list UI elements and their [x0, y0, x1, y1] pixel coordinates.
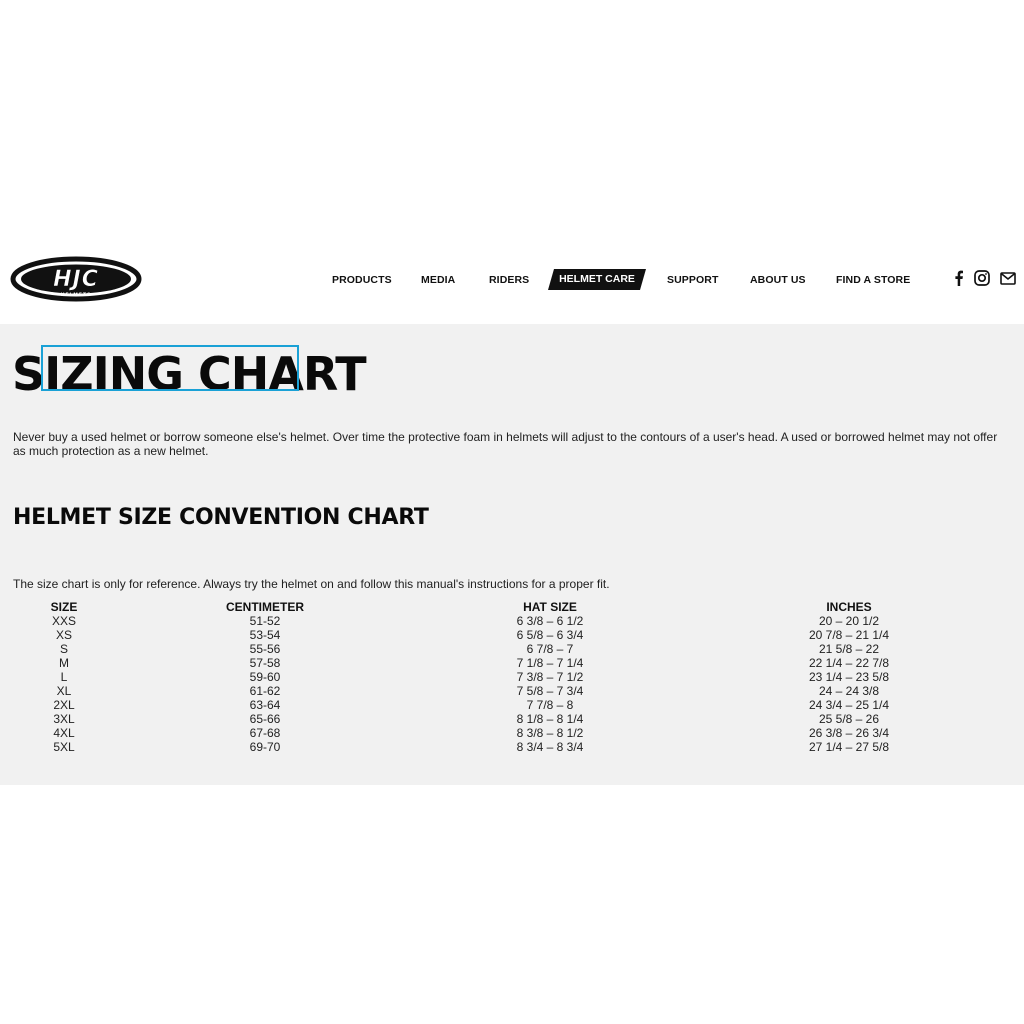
table-cell-inches: 20 – 20 1/2: [818, 614, 880, 628]
header-size: SIZE: [50, 600, 78, 614]
table-cell-hat-size: 6 3/8 – 6 1/2: [516, 614, 584, 628]
header-hat-size: HAT SIZE: [523, 600, 577, 614]
table-cell-size: 4XL: [53, 726, 75, 740]
table-cell-centimeter: 57-58: [249, 656, 281, 670]
table-cell-inches: 24 – 24 3/8: [818, 684, 880, 698]
table-cell-centimeter: 61-62: [249, 684, 281, 698]
facebook-icon[interactable]: [950, 269, 968, 287]
table-cell-inches: 26 3/8 – 26 3/4: [808, 726, 890, 740]
table-cell-hat-size: 6 5/8 – 6 3/4: [516, 628, 584, 642]
table-cell-size: XL: [56, 684, 72, 698]
table-cell-inches: 24 3/4 – 25 1/4: [808, 698, 890, 712]
table-cell-inches: 23 1/4 – 23 5/8: [808, 670, 890, 684]
table-cell-size: 3XL: [53, 712, 75, 726]
page-title: SIZING CHART: [12, 347, 366, 401]
table-cell-size: 2XL: [53, 698, 75, 712]
highlight-box-l-to-2xl: [41, 345, 299, 391]
table-cell-hat-size: 8 3/4 – 8 3/4: [516, 740, 584, 754]
table-cell-size: 5XL: [53, 740, 75, 754]
header-inches: INCHES: [826, 600, 872, 614]
intro-text: Never buy a used helmet or borrow someone else's helmet. Over time the protective foam in helmets will adjust to the contours of a user's head. A used or borrowed helmet may not offer as much protection as a new helmet.: [13, 430, 998, 458]
instagram-icon[interactable]: [973, 269, 991, 287]
table-cell-size: S: [59, 642, 69, 656]
table-cell-centimeter: 51-52: [249, 614, 281, 628]
logo-subtext: HELMETS: [60, 293, 92, 298]
table-cell-centimeter: 67-68: [249, 726, 281, 740]
nav-helmet-care-label: HELMET CARE: [559, 273, 635, 285]
section-title: HELMET SIZE CONVENTION CHART: [13, 505, 429, 530]
header-centimeter: CENTIMETER: [226, 600, 304, 614]
table-cell-hat-size: 7 1/8 – 7 1/4: [516, 656, 584, 670]
nav-riders[interactable]: RIDERS: [489, 274, 530, 286]
reference-note: The size chart is only for reference. Always try the helmet on and follow this manual's instructions for a proper fit.: [13, 577, 610, 591]
table-cell-hat-size: 6 7/8 – 7: [526, 642, 574, 656]
table-cell-centimeter: 53-54: [249, 628, 281, 642]
table-cell-hat-size: 7 7/8 – 8: [526, 698, 574, 712]
table-cell-centimeter: 55-56: [249, 642, 281, 656]
table-cell-hat-size: 8 3/8 – 8 1/2: [516, 726, 584, 740]
table-cell-centimeter: 63-64: [249, 698, 281, 712]
table-cell-size: XXS: [51, 614, 77, 628]
table-cell-hat-size: 8 1/8 – 8 1/4: [516, 712, 584, 726]
nav-media[interactable]: MEDIA: [421, 274, 456, 286]
nav-support[interactable]: SUPPORT: [667, 274, 719, 286]
hjc-logo[interactable]: [10, 256, 142, 302]
table-cell-centimeter: 59-60: [249, 670, 281, 684]
table-cell-centimeter: 65-66: [249, 712, 281, 726]
nav-find-a-store[interactable]: FIND A STORE: [836, 274, 911, 286]
table-cell-hat-size: 7 5/8 – 7 3/4: [516, 684, 584, 698]
nav-products[interactable]: PRODUCTS: [332, 274, 392, 286]
table-cell-size: L: [60, 670, 68, 684]
table-cell-inches: 22 1/4 – 22 7/8: [808, 656, 890, 670]
mail-icon[interactable]: [999, 269, 1017, 287]
site-header: [0, 248, 1024, 324]
table-cell-size: XS: [55, 628, 73, 642]
logo-text: HJC: [53, 267, 99, 292]
table-cell-centimeter: 69-70: [249, 740, 281, 754]
table-cell-hat-size: 7 3/8 – 7 1/2: [516, 670, 584, 684]
nav-about-us[interactable]: ABOUT US: [750, 274, 806, 286]
table-cell-inches: 25 5/8 – 26: [818, 712, 880, 726]
table-cell-inches: 27 1/4 – 27 5/8: [808, 740, 890, 754]
table-cell-inches: 21 5/8 – 22: [818, 642, 880, 656]
table-cell-inches: 20 7/8 – 21 1/4: [808, 628, 890, 642]
nav-helmet-care[interactable]: [548, 269, 646, 290]
table-cell-size: M: [59, 656, 69, 670]
main-content: [0, 324, 1024, 785]
